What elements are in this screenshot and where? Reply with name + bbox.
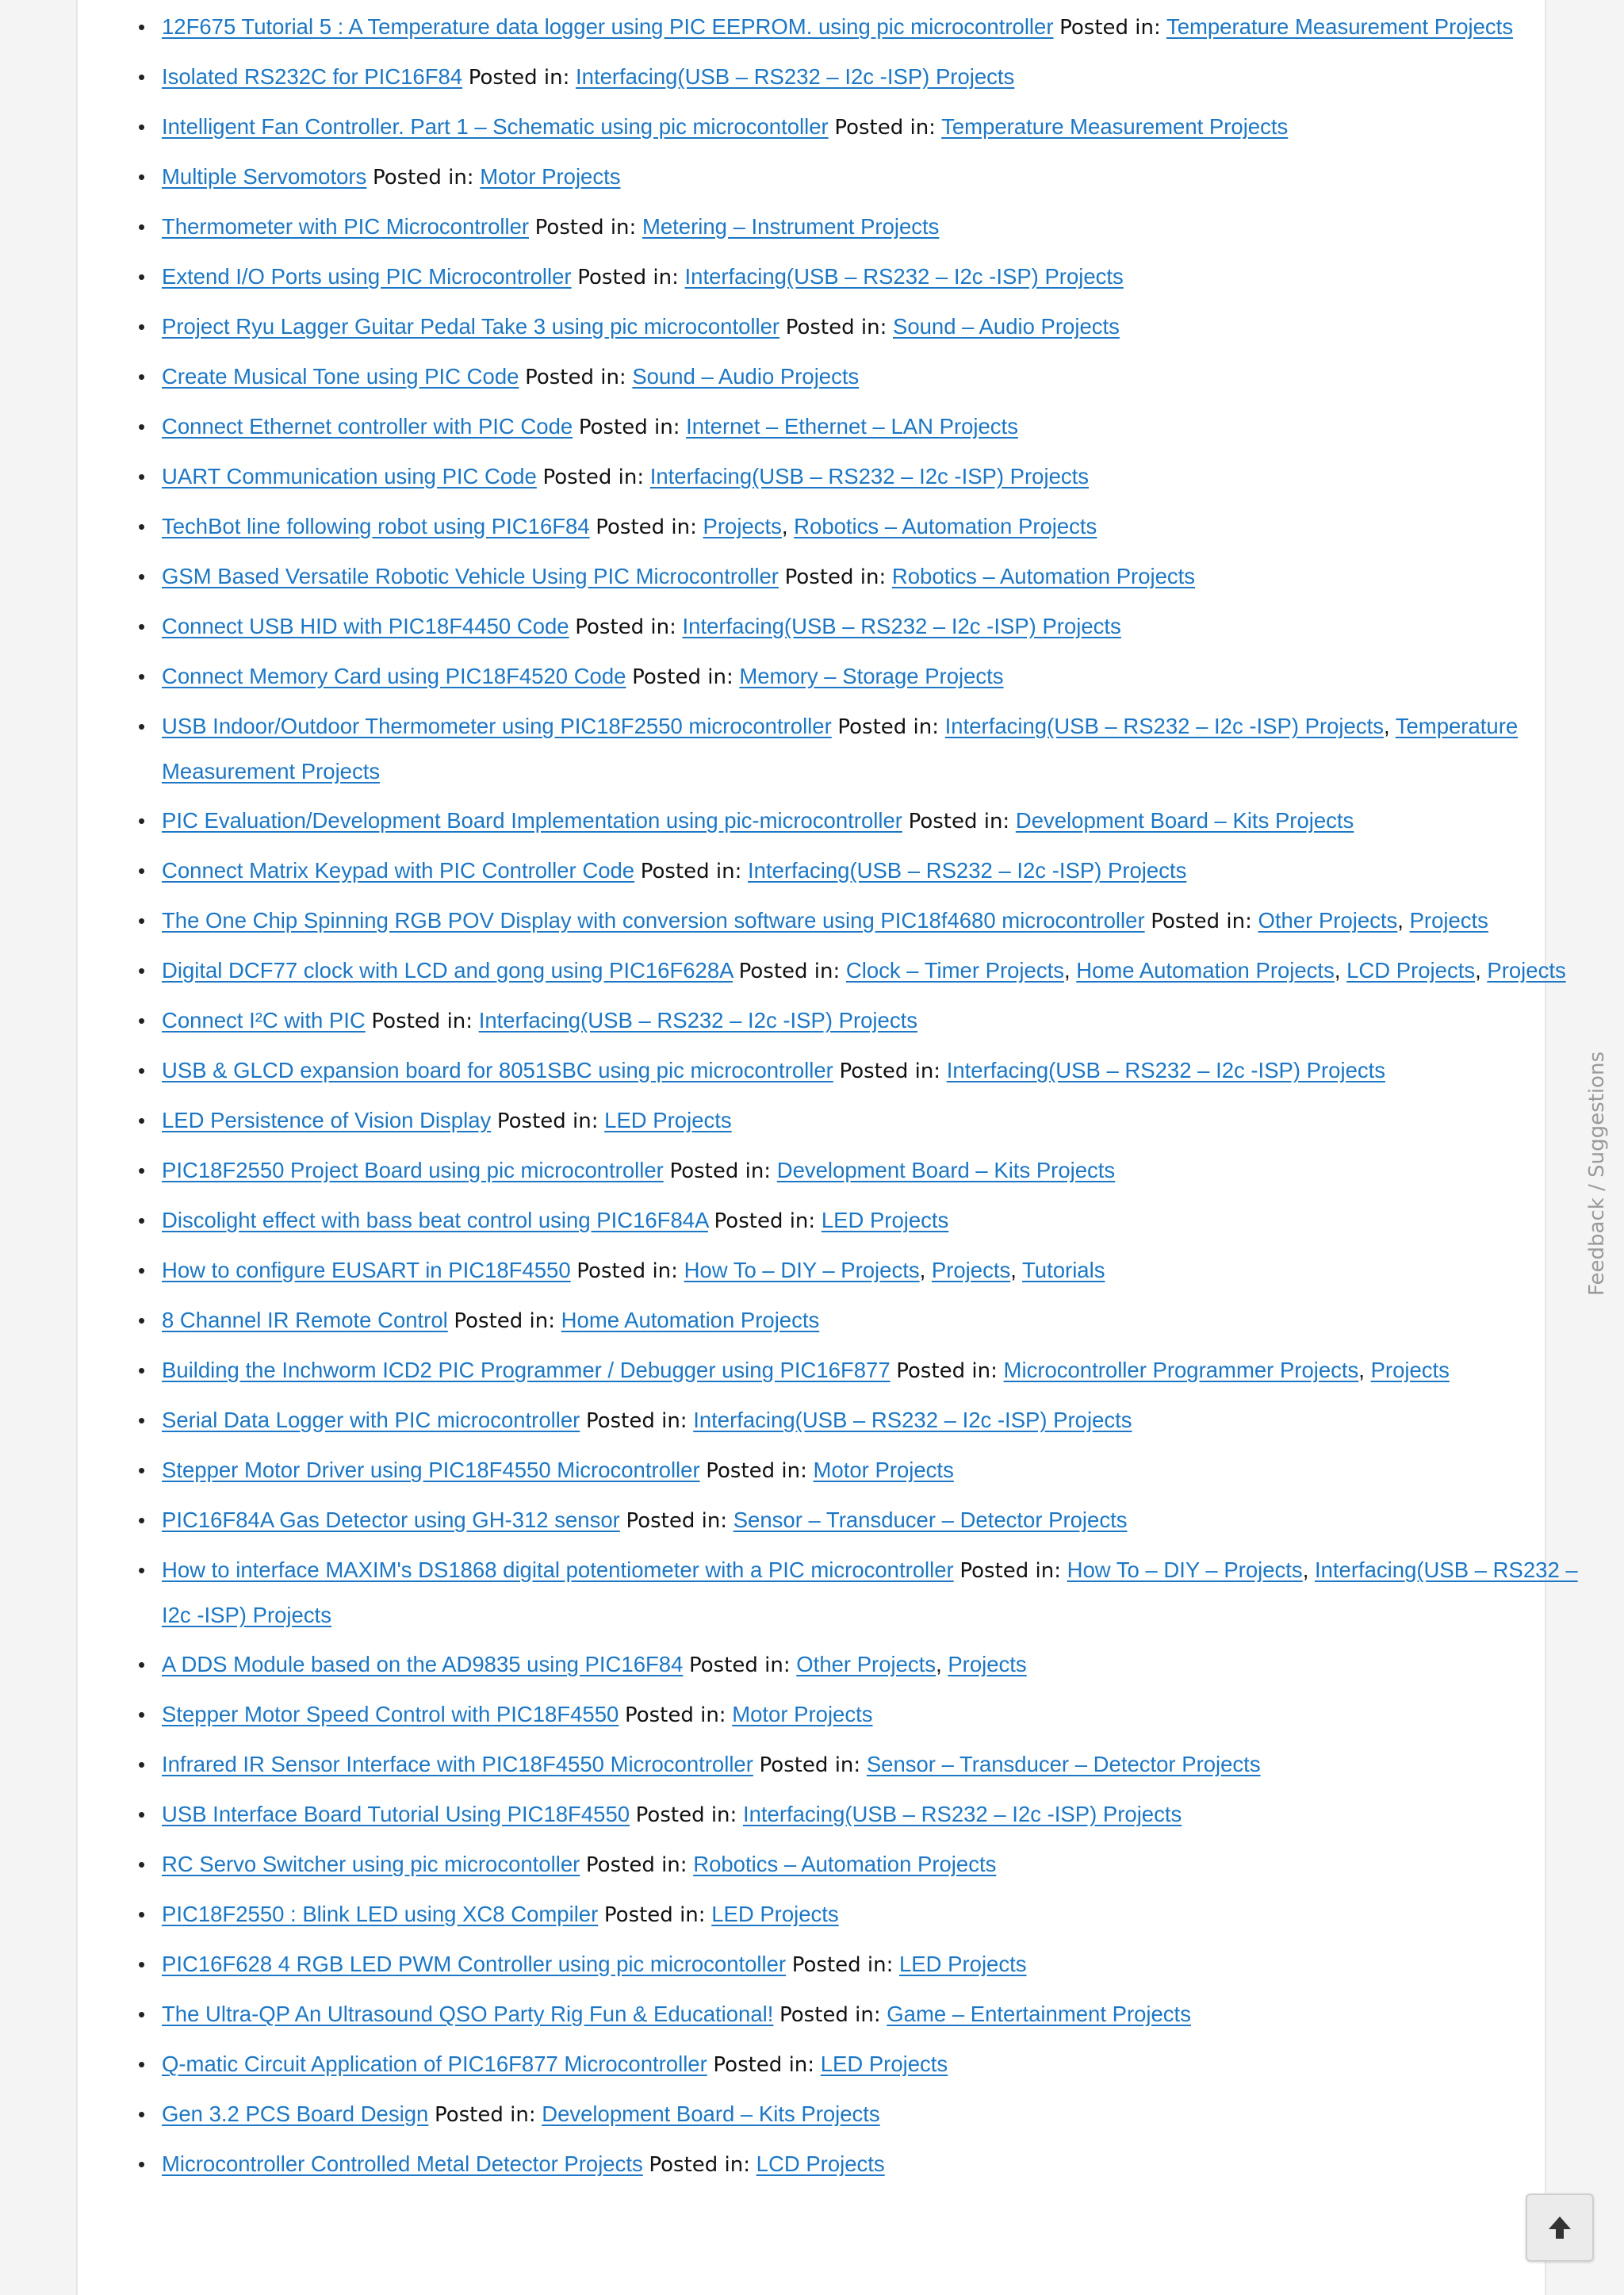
category-separator: , bbox=[1063, 958, 1077, 983]
posted-in-label: Posted in: bbox=[468, 66, 570, 90]
post-list-item bbox=[138, 404, 1589, 450]
posted-in-label: Posted in: bbox=[578, 416, 680, 439]
post-title-link[interactable]: USB Interface Board Tutorial Using PIC18F4550 bbox=[162, 1802, 630, 1826]
posted-in-label: Posted in: bbox=[834, 116, 936, 140]
category-link[interactable]: Interfacing(USB – RS232 – I2c -ISP) Projects bbox=[944, 714, 1384, 738]
post-title-link[interactable]: Extend I/O Ports using PIC Microcontroller bbox=[162, 264, 572, 289]
category-link[interactable]: Other Projects bbox=[796, 1652, 936, 1676]
bullet-icon: • bbox=[138, 1952, 146, 1976]
category-separator: , bbox=[1010, 1258, 1023, 1282]
bullet-icon: • bbox=[138, 315, 146, 339]
category-link[interactable]: Robotics – Automation Projects bbox=[891, 564, 1196, 588]
bullet-icon: • bbox=[138, 1159, 146, 1182]
posted-in-label: Posted in: bbox=[596, 515, 697, 539]
feedback-tab[interactable] bbox=[1580, 1052, 1614, 1296]
post-title-link[interactable]: Isolated RS232C for PIC16F84 bbox=[162, 64, 463, 89]
post-title-link[interactable]: Create Musical Tone using PIC Code bbox=[162, 364, 519, 389]
bullet-icon: • bbox=[138, 715, 146, 738]
post-list-item bbox=[138, 1548, 1589, 1638]
post-list-item bbox=[138, 5, 1589, 50]
post-title-link[interactable]: Connect USB HID with PIC18F4450 Code bbox=[162, 614, 569, 638]
category-link[interactable]: LCD Projects bbox=[756, 2151, 885, 2176]
posted-in-label: Posted in: bbox=[706, 1459, 807, 1483]
post-title-link[interactable]: PIC16F84A Gas Detector using GH-312 sensor bbox=[162, 1508, 620, 1532]
posted-in-label: Posted in: bbox=[577, 266, 679, 289]
category-link[interactable]: Tutorials bbox=[1022, 1258, 1105, 1282]
posted-in-label: Posted in: bbox=[959, 1559, 1061, 1583]
post-list-item bbox=[138, 554, 1589, 600]
posted-in-label: Posted in: bbox=[714, 1209, 816, 1233]
bullet-icon: • bbox=[138, 2002, 146, 2026]
post-list bbox=[138, 5, 1589, 2192]
category-link[interactable]: How To – DIY – Projects bbox=[684, 1258, 920, 1282]
category-link[interactable]: How To – DIY – Projects bbox=[1067, 1557, 1303, 1582]
bullet-icon: • bbox=[138, 115, 146, 139]
category-link[interactable]: Robotics – Automation Projects bbox=[693, 1852, 997, 1876]
post-list-item bbox=[138, 1148, 1589, 1193]
category-link[interactable]: Interfacing(USB – RS232 – I2c -ISP) Projects bbox=[478, 1008, 917, 1033]
posted-in-label: Posted in: bbox=[649, 2153, 751, 2177]
category-link[interactable]: Development Board – Kits Projects bbox=[776, 1158, 1116, 1182]
category-link[interactable]: Projects bbox=[703, 514, 782, 538]
post-title-link[interactable]: PIC18F2550 Project Board using pic microcontroller bbox=[162, 1158, 664, 1182]
bullet-icon: • bbox=[138, 415, 146, 439]
posted-in-label: Posted in: bbox=[575, 615, 676, 639]
post-title-link[interactable]: Connect Memory Card using PIC18F4520 Code bbox=[162, 664, 626, 688]
category-link[interactable]: LCD Projects bbox=[1346, 958, 1476, 983]
bullet-icon: • bbox=[138, 1109, 146, 1132]
category-link[interactable]: Microcontroller Programmer Projects bbox=[1003, 1358, 1359, 1382]
category-link[interactable]: Motor Projects bbox=[813, 1458, 954, 1482]
category-separator: , bbox=[1358, 1358, 1371, 1382]
post-title-link[interactable]: Connect Matrix Keypad with PIC Controller Code bbox=[162, 858, 635, 883]
posted-in-label: Posted in: bbox=[837, 715, 940, 739]
post-title-link[interactable]: Intelligent Fan Controller. Part 1 – Schematic using pic microcontoller bbox=[162, 114, 829, 139]
bullet-icon: • bbox=[138, 809, 146, 833]
posted-in-label: Posted in: bbox=[496, 1109, 599, 1133]
post-title-link[interactable]: Connect Ethernet controller with PIC Code bbox=[162, 414, 573, 439]
post-title-link[interactable]: Project Ryu Lagger Guitar Pedal Take 3 using pic microcontoller bbox=[162, 314, 780, 339]
post-list-item bbox=[138, 1248, 1589, 1293]
post-title-link[interactable]: Multiple Servomotors bbox=[162, 164, 367, 189]
posted-in-label: Posted in: bbox=[626, 1509, 728, 1533]
post-list-item bbox=[138, 948, 1589, 994]
posted-in-label: Posted in: bbox=[635, 1803, 737, 1827]
posted-in-label: Posted in: bbox=[791, 1953, 894, 1977]
post-list-item bbox=[138, 105, 1589, 150]
category-separator: , bbox=[919, 1258, 932, 1282]
post-title-link[interactable]: Infrared IR Sensor Interface with PIC18F4550 Microcontroller bbox=[162, 1752, 753, 1776]
post-title-link[interactable]: Gen 3.2 PCS Board Design bbox=[162, 2102, 429, 2126]
category-separator: , bbox=[1475, 958, 1488, 983]
category-link[interactable]: LED Projects bbox=[820, 2052, 948, 2076]
posted-in-label: Posted in: bbox=[784, 565, 887, 589]
bullet-icon: • bbox=[138, 2152, 146, 2176]
category-separator: , bbox=[781, 514, 795, 538]
post-title-link[interactable]: Microcontroller Controlled Metal Detector Projects bbox=[162, 2151, 643, 2176]
post-list-item bbox=[138, 2092, 1589, 2137]
content-panel bbox=[76, 0, 1578, 2295]
posted-in-label: Posted in: bbox=[603, 1903, 706, 1927]
bullet-icon: • bbox=[138, 365, 146, 389]
bullet-icon: • bbox=[138, 265, 146, 289]
bullet-icon: • bbox=[138, 15, 146, 39]
category-link[interactable]: LED Projects bbox=[604, 1108, 732, 1132]
post-list-item bbox=[138, 155, 1589, 200]
post-list-item bbox=[138, 1098, 1589, 1144]
category-link[interactable]: Motor Projects bbox=[480, 164, 621, 189]
post-title-link[interactable]: How to configure EUSART in PIC18F4550 bbox=[162, 1258, 571, 1282]
post-list-item bbox=[138, 704, 1589, 794]
category-link[interactable]: Memory – Storage Projects bbox=[739, 664, 1004, 688]
posted-in-label: Posted in: bbox=[896, 1359, 998, 1383]
post-list-item bbox=[138, 1742, 1589, 1787]
category-link[interactable]: Other Projects bbox=[1258, 908, 1398, 933]
bullet-icon: • bbox=[138, 1308, 146, 1332]
posted-in-label: Posted in: bbox=[585, 1853, 688, 1877]
post-list-item bbox=[138, 504, 1589, 550]
post-title-link[interactable]: Stepper Motor Driver using PIC18F4550 Microcontroller bbox=[162, 1458, 700, 1482]
posted-in-label: Posted in: bbox=[759, 1753, 861, 1777]
post-list-item bbox=[138, 2142, 1589, 2187]
bullet-icon: • bbox=[138, 465, 146, 489]
bullet-icon: • bbox=[138, 2102, 146, 2126]
post-title-link[interactable]: UART Communication using PIC Code bbox=[162, 464, 537, 489]
post-list-item bbox=[138, 1942, 1589, 1987]
post-title-link[interactable]: USB & GLCD expansion board for 8051SBC using pic microcontroller bbox=[162, 1058, 833, 1082]
bullet-icon: • bbox=[138, 1458, 146, 1482]
category-link[interactable]: Sound – Audio Projects bbox=[892, 314, 1120, 339]
post-list-item bbox=[138, 1198, 1589, 1243]
category-link[interactable]: Interfacing(USB – RS232 – I2c -ISP) Projects bbox=[748, 858, 1187, 883]
post-list-item bbox=[138, 354, 1589, 400]
posted-in-label: Posted in: bbox=[585, 1409, 688, 1433]
category-link[interactable]: Interfacing(USB – RS232 – I2c -ISP) Projects bbox=[946, 1058, 1386, 1082]
post-title-link[interactable]: The One Chip Spinning RGB POV Display with conversion software using PIC18f4680 microcontroller bbox=[162, 908, 1145, 933]
category-link[interactable]: Temperature Measurement Projects bbox=[1166, 14, 1514, 39]
post-title-link[interactable]: USB Indoor/Outdoor Thermometer using PIC18F2550 microcontroller bbox=[162, 714, 832, 738]
post-title-link[interactable]: Connect I²C with PIC bbox=[162, 1008, 366, 1033]
bullet-icon: • bbox=[138, 615, 146, 638]
post-list-item bbox=[138, 305, 1589, 350]
arrow-up-icon bbox=[1544, 2212, 1576, 2243]
post-title-link[interactable]: RC Servo Switcher using pic microcontoller bbox=[162, 1852, 580, 1876]
category-link[interactable]: Development Board – Kits Projects bbox=[1015, 808, 1354, 833]
post-list-item bbox=[138, 2042, 1589, 2087]
bullet-icon: • bbox=[138, 2052, 146, 2076]
post-title-link[interactable]: The Ultra-QP An Ultrasound QSO Party Rig Fun & Educational! bbox=[162, 2002, 774, 2026]
posted-in-label: Posted in: bbox=[434, 2103, 536, 2127]
post-title-link[interactable]: A DDS Module based on the AD9835 using PIC16F84 bbox=[162, 1652, 684, 1676]
post-title-link[interactable]: Serial Data Logger with PIC microcontroller bbox=[162, 1408, 580, 1432]
bullet-icon: • bbox=[138, 65, 146, 89]
posted-in-label: Posted in: bbox=[525, 366, 626, 389]
post-list-item bbox=[138, 1792, 1589, 1837]
post-list-item bbox=[138, 1892, 1589, 1937]
bullet-icon: • bbox=[138, 1009, 146, 1033]
category-separator: , bbox=[936, 1652, 948, 1676]
bullet-icon: • bbox=[138, 909, 146, 933]
category-link[interactable]: Home Automation Projects bbox=[1076, 958, 1335, 983]
post-list-item bbox=[138, 1398, 1589, 1443]
bullet-icon: • bbox=[138, 1902, 146, 1926]
posted-in-label: Posted in: bbox=[632, 665, 733, 689]
post-title-link[interactable]: GSM Based Versatile Robotic Vehicle Using PIC Microcontroller bbox=[162, 564, 779, 588]
posted-in-label: Posted in: bbox=[1059, 16, 1161, 40]
bullet-icon: • bbox=[138, 1653, 146, 1676]
category-link[interactable]: Projects bbox=[1370, 1358, 1450, 1382]
category-link[interactable]: Interfacing(USB – RS232 – I2c -ISP) Projects bbox=[576, 64, 1015, 89]
post-list-item bbox=[138, 454, 1589, 500]
post-title-link[interactable]: 12F675 Tutorial 5 : A Temperature data logger using PIC EEPROM. using pic microcontroller bbox=[162, 14, 1054, 39]
category-link[interactable]: Projects bbox=[948, 1652, 1027, 1676]
post-list-item bbox=[138, 998, 1589, 1044]
category-link[interactable]: Robotics – Automation Projects bbox=[794, 514, 1097, 538]
posted-in-label: Posted in: bbox=[779, 2003, 881, 2027]
post-list-item bbox=[138, 1048, 1589, 1094]
post-title-link[interactable]: Digital DCF77 clock with LCD and gong using PIC16F628A bbox=[162, 958, 733, 983]
post-title-link[interactable]: Stepper Motor Speed Control with PIC18F4550 bbox=[162, 1702, 619, 1726]
post-list-item bbox=[138, 255, 1589, 300]
category-separator: , bbox=[1334, 958, 1347, 983]
post-title-link[interactable]: TechBot line following robot using PIC16F84 bbox=[162, 514, 590, 538]
scroll-to-top-button[interactable] bbox=[1526, 2193, 1594, 2262]
category-link[interactable]: Interfacing(USB – RS232 – I2c -ISP) Projects bbox=[742, 1802, 1182, 1826]
post-list-item bbox=[138, 205, 1589, 250]
post-list-item bbox=[138, 1992, 1589, 2037]
bullet-icon: • bbox=[138, 959, 146, 983]
post-list-item bbox=[138, 654, 1589, 699]
post-title-link[interactable]: PIC Evaluation/Development Board Implementation using pic-microcontroller bbox=[162, 808, 902, 833]
bullet-icon: • bbox=[138, 1753, 146, 1776]
category-link[interactable]: Motor Projects bbox=[732, 1702, 873, 1726]
posted-in-label: Posted in: bbox=[738, 960, 841, 983]
post-list-item bbox=[138, 898, 1589, 944]
posted-in-label: Posted in: bbox=[713, 2053, 815, 2077]
posted-in-label: Posted in: bbox=[624, 1703, 726, 1727]
bullet-icon: • bbox=[138, 515, 146, 538]
post-list-item bbox=[138, 1842, 1589, 1887]
bullet-icon: • bbox=[138, 1059, 146, 1082]
bullet-icon: • bbox=[138, 1508, 146, 1532]
bullet-icon: • bbox=[138, 1209, 146, 1232]
posted-in-label: Posted in: bbox=[371, 1010, 473, 1033]
bullet-icon: • bbox=[138, 565, 146, 588]
category-link[interactable]: LED Projects bbox=[821, 1208, 949, 1232]
category-link[interactable]: LED Projects bbox=[899, 1952, 1027, 1976]
category-link[interactable]: Interfacing(USB – RS232 – I2c -ISP) Projects bbox=[649, 464, 1090, 489]
category-separator: , bbox=[1397, 908, 1410, 933]
post-list-item bbox=[138, 604, 1589, 649]
category-link[interactable]: Interfacing(USB – RS232 – I2c -ISP) Projects bbox=[684, 264, 1124, 289]
category-link[interactable]: Projects bbox=[1487, 958, 1566, 983]
category-link[interactable]: Sound – Audio Projects bbox=[632, 364, 860, 389]
category-link[interactable]: Clock – Timer Projects bbox=[845, 958, 1064, 983]
post-list-item bbox=[138, 799, 1589, 844]
post-list-item bbox=[138, 1642, 1589, 1688]
category-link[interactable]: Internet – Ethernet – LAN Projects bbox=[686, 414, 1018, 439]
post-title-link[interactable]: PIC16F628 4 RGB LED PWM Controller using pic microcontoller bbox=[162, 1952, 787, 1976]
post-title-link[interactable]: Thermometer with PIC Microcontroller bbox=[162, 214, 530, 239]
bullet-icon: • bbox=[138, 1558, 146, 1582]
posted-in-label: Posted in: bbox=[669, 1159, 772, 1183]
post-list-item bbox=[138, 1298, 1589, 1343]
bullet-icon: • bbox=[138, 859, 146, 883]
bullet-icon: • bbox=[138, 665, 146, 688]
feedback-label: Feedback / Suggestions bbox=[1585, 1052, 1609, 1296]
post-title-link[interactable]: How to interface MAXIM's DS1868 digital potentiometer with a PIC microcontroller bbox=[162, 1557, 954, 1582]
post-title-link[interactable]: Building the Inchworm ICD2 PIC Programmer / Debugger using PIC16F877 bbox=[162, 1358, 891, 1382]
bullet-icon: • bbox=[138, 215, 146, 239]
posted-in-label: Posted in: bbox=[542, 466, 645, 489]
posted-in-label: Posted in: bbox=[640, 860, 742, 883]
category-link[interactable]: Metering – Instrument Projects bbox=[642, 214, 940, 239]
bullet-icon: • bbox=[138, 1358, 146, 1382]
posted-in-label: Posted in: bbox=[908, 810, 1010, 833]
category-link[interactable]: Projects bbox=[931, 1258, 1011, 1282]
bullet-icon: • bbox=[138, 165, 146, 189]
post-title-link[interactable]: Q-matic Circuit Application of PIC16F877 Microcontroller bbox=[162, 2052, 707, 2076]
bullet-icon: • bbox=[138, 1703, 146, 1726]
bullet-icon: • bbox=[138, 1852, 146, 1876]
bullet-icon: • bbox=[138, 1408, 146, 1432]
post-list-item bbox=[138, 1692, 1589, 1738]
posted-in-label: Posted in: bbox=[534, 216, 637, 239]
post-list-item bbox=[138, 1348, 1589, 1393]
bullet-icon: • bbox=[138, 1259, 146, 1282]
category-link[interactable]: Interfacing(USB – RS232 – I2c -ISP) Projects bbox=[693, 1408, 1132, 1432]
category-link[interactable]: Sensor – Transducer – Detector Projects bbox=[866, 1752, 1261, 1776]
category-link[interactable]: LED Projects bbox=[711, 1902, 839, 1926]
category-link[interactable]: Projects bbox=[1409, 908, 1488, 933]
category-link[interactable]: Interfacing(USB – RS232 – I2c -ISP) Projects bbox=[682, 614, 1121, 638]
posted-in-label: Posted in: bbox=[689, 1653, 791, 1677]
posted-in-label: Posted in: bbox=[785, 316, 887, 339]
category-link[interactable]: Game – Entertainment Projects bbox=[887, 2002, 1191, 2026]
bullet-icon: • bbox=[138, 1803, 146, 1826]
posted-in-label: Posted in: bbox=[576, 1259, 678, 1283]
posted-in-label: Posted in: bbox=[1151, 910, 1252, 933]
post-list-item bbox=[138, 55, 1589, 100]
category-separator: , bbox=[1302, 1557, 1315, 1582]
posted-in-label: Posted in: bbox=[372, 166, 474, 190]
category-link[interactable]: Development Board – Kits Projects bbox=[542, 2102, 880, 2126]
category-link[interactable]: Temperature Measurement Projects bbox=[941, 114, 1289, 139]
category-link[interactable]: Interfacing(USB – RS232 – I2c -ISP) Projects bbox=[162, 1557, 1578, 1627]
post-title-link[interactable]: 8 Channel IR Remote Control bbox=[162, 1308, 448, 1332]
post-list-item bbox=[138, 1498, 1589, 1543]
category-link[interactable]: Home Automation Projects bbox=[561, 1308, 820, 1332]
post-title-link[interactable]: Discolight effect with bass beat control using PIC16F84A bbox=[162, 1208, 708, 1232]
post-list-item bbox=[138, 1448, 1589, 1493]
post-title-link[interactable]: LED Persistence of Vision Display bbox=[162, 1108, 492, 1132]
posted-in-label: Posted in: bbox=[839, 1059, 941, 1083]
posted-in-label: Posted in: bbox=[454, 1309, 556, 1333]
category-link[interactable]: Temperature Measurement Projects bbox=[162, 714, 1519, 784]
category-link[interactable]: Sensor – Transducer – Detector Projects bbox=[733, 1508, 1128, 1532]
category-separator: , bbox=[1383, 714, 1396, 738]
post-title-link[interactable]: PIC18F2550 : Blink LED using XC8 Compiler bbox=[162, 1902, 599, 1926]
post-list-item bbox=[138, 849, 1589, 894]
